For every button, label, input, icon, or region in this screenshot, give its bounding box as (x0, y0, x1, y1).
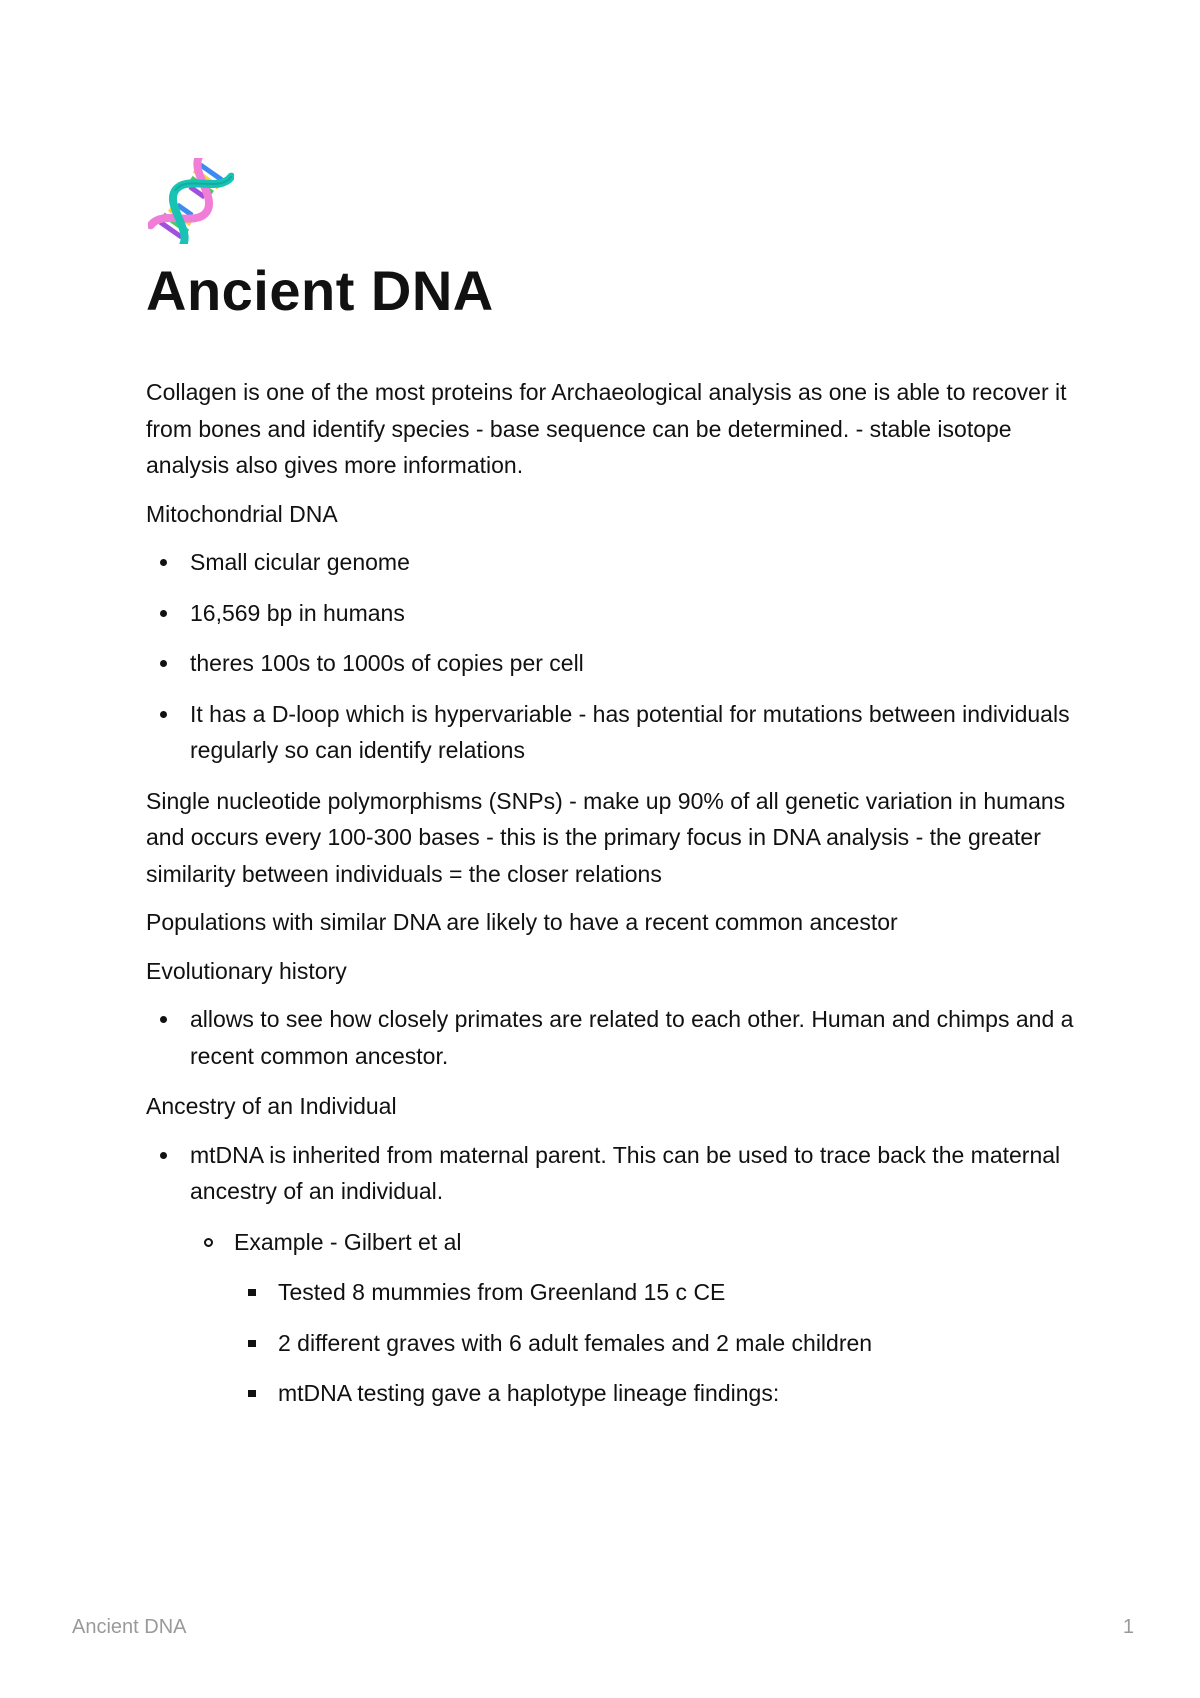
bullet-icon (160, 559, 167, 566)
list-item: It has a D-loop which is hypervariable - has potential for mutations between individuals regularly so can identify relations (146, 696, 1076, 769)
document-body (146, 374, 1076, 1426)
bullet-icon (160, 1152, 167, 1159)
snp-paragraph: Single nucleotide polymorphisms (SNPs) - make up 90% of all genetic variation in humans and occurs every 100-300 bases - this is the primary focus in DNA analysis - the greater similarity between individuals = the closer relations (146, 787, 1066, 887)
list-item: 2 different graves with 6 adult females and 2 male children (146, 1325, 1076, 1362)
ancestry-heading: Ancestry of an Individual (146, 1093, 397, 1119)
evolutionary-list (146, 1001, 1076, 1074)
example-detail-list (146, 1274, 1076, 1412)
bullet-icon (160, 610, 167, 617)
dna-helix-icon (148, 158, 234, 244)
example-list (146, 1224, 1076, 1412)
hollow-bullet-icon (204, 1238, 213, 1247)
list-item: mtDNA testing gave a haplotype lineage findings: (146, 1375, 1076, 1412)
square-bullet-icon (248, 1340, 256, 1347)
square-bullet-icon (248, 1289, 256, 1296)
list-item: Small cicular genome (146, 544, 1076, 581)
dna-icon (148, 158, 234, 244)
list-item: mtDNA is inherited from maternal parent. This can be used to trace back the maternal ancestry of an individual. Example - Gilbert et al Tested 8 mummies from Greenland 15 c CE 2 different graves with 6 adult females and 2 male children mtDNA testing gave a haplotype lineage findings: (146, 1137, 1076, 1412)
ancestry-list (146, 1137, 1076, 1412)
mitochondrial-heading: Mitochondrial DNA (146, 500, 338, 527)
bullet-icon (160, 1016, 167, 1023)
intro-paragraph: Collagen is one of the most proteins for Archaeological analysis as one is able to recover it from bones and identify species - base sequence can be determined. - stable isotope analysis also gives more information. (146, 379, 1067, 478)
evolutionary-heading: Evolutionary history (146, 957, 347, 984)
bullet-icon (160, 711, 167, 718)
footer-page-number: 1 (1122, 1616, 1134, 1638)
mitochondrial-list (146, 544, 1076, 769)
square-bullet-icon (248, 1390, 256, 1397)
page-title: Ancient DNA (146, 259, 494, 322)
list-item: theres 100s to 1000s of copies per cell (146, 645, 1076, 682)
footer-document-title: Ancient DNA (72, 1616, 187, 1638)
populations-paragraph: Populations with similar DNA are likely to have a recent common ancestor (146, 909, 898, 935)
list-item: 16,569 bp in humans (146, 595, 1076, 632)
list-item: allows to see how closely primates are related to each other. Human and chimps and a recent common ancestor. (146, 1001, 1076, 1074)
list-item: Tested 8 mummies from Greenland 15 c CE (146, 1274, 1076, 1311)
bullet-icon (160, 660, 167, 667)
list-item: Example - Gilbert et al Tested 8 mummies from Greenland 15 c CE 2 different graves with 6 adult females and 2 male children mtDNA testing gave a haplotype lineage findings: (146, 1224, 1076, 1412)
